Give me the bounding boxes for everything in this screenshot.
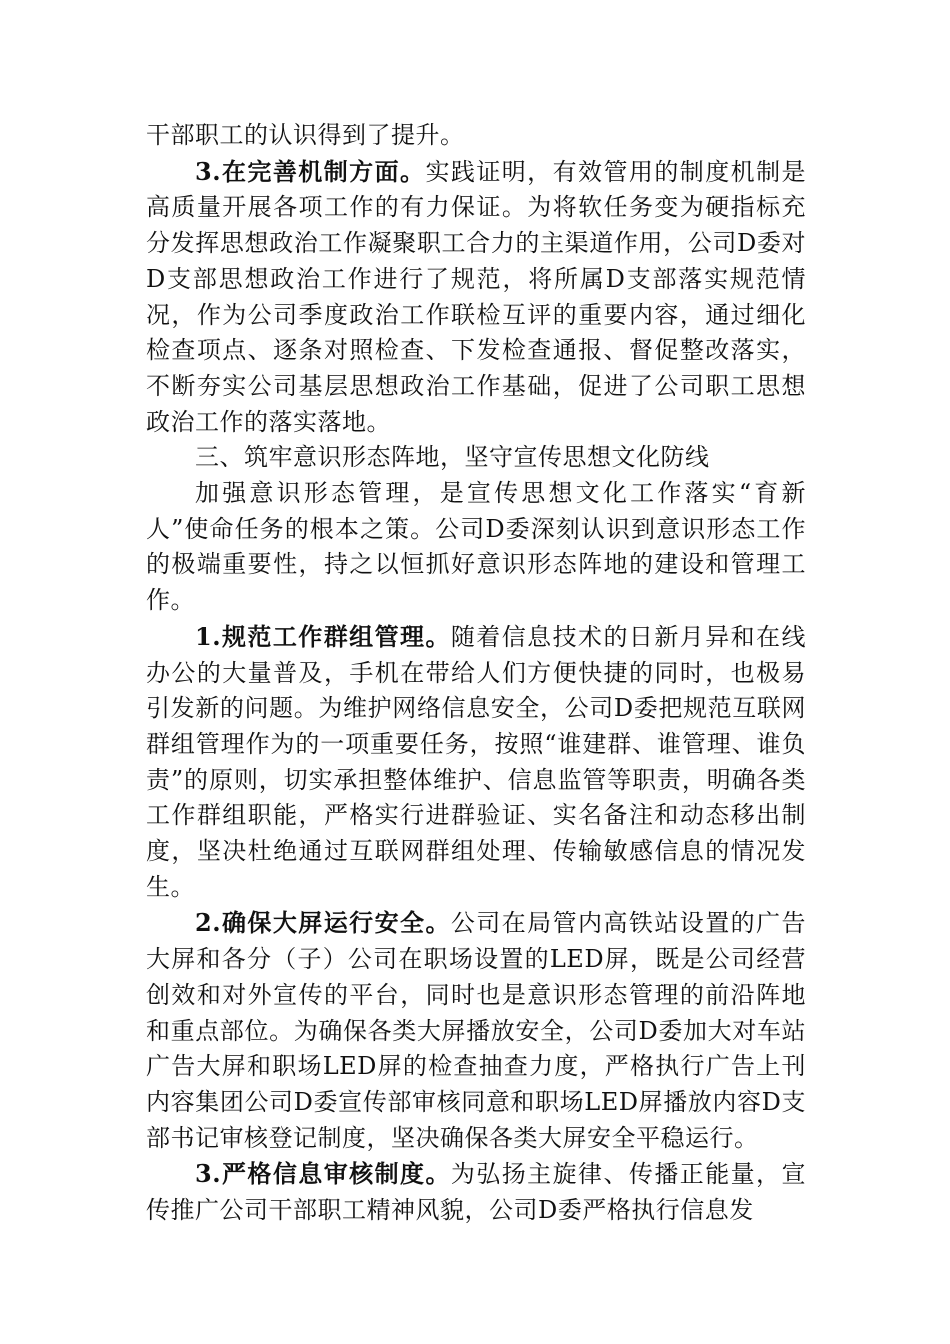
paragraph-mechanism <box>146 154 806 441</box>
paragraph-text: 随着信息技术的日新月异和在线办公的大量普及，手机在带给人们方便快捷的同时，也极易引发新的问题。为维护网络信息安全，公司D委把规范互联网群组管理作为的一项重要任务，按照“谁建群、谁管理、谁负责”的原则，切实承担整体维护、信息监管等职责，明确各类工作群组职能，严格实行进群验证、实名备注和动态移出制度，坚决杜绝通过互联网群组处理、传输敏感信息的情况发生。 <box>146 622 806 901</box>
paragraph-lead: 1.规范工作群组管理。 <box>195 621 451 651</box>
document-body <box>146 118 806 1229</box>
paragraph-screen-safety <box>146 905 806 1156</box>
paragraph-lead: 3.严格信息审核制度。 <box>195 1159 451 1189</box>
paragraph-lead: 3.在完善机制方面。 <box>195 156 426 186</box>
paragraph-group-management <box>146 619 806 906</box>
paragraph-text: 加强意识形态管理，是宣传思想文化工作落实“育新人”使命任务的根本之策。公司D委深刻认识到意识形态工作的极端重要性，持之以恒抓好意识形态阵地的建设和管理工作。 <box>146 479 806 615</box>
paragraph-info-review <box>146 1156 806 1228</box>
paragraph-text: 干部职工的认识得到了提升。 <box>146 121 465 149</box>
paragraph-text: 实践证明，有效管用的制度机制是高质量开展各项工作的有力保证。为将软任务变为硬指标充分发挥思想政治工作凝聚职工合力的主渠道作用，公司D委对D支部思想政治工作进行了规范，将所属D支部落实规范情况，作为公司季度政治工作联检互评的重要内容，通过细化检查项点、逐条对照检查、下发检查通报、督促整改落实，不断夯实公司基层思想政治工作基础，促进了公司职工思想政治工作的落实落地。 <box>146 157 807 436</box>
paragraph-intro <box>146 476 806 619</box>
paragraph-continuation <box>146 118 806 154</box>
paragraph-text: 为弘扬主旋律、传播正能量，宣传推广公司干部职工精神风貌，公司D委严格执行信息发 <box>146 1160 806 1225</box>
section-heading: 三、筑牢意识形态阵地，坚守宣传思想文化防线 <box>195 443 710 472</box>
paragraph-text: 公司在局管内高铁站设置的广告大屏和各分（子）公司在职场设置的LED屏，既是公司经营创效和对外宣传的平台，同时也是意识形态管理的前沿阵地和重点部位。为确保各类大屏播放安全，公司D委加大对车站广告大屏和职场LED屏的检查抽查力度，严格执行广告上刊内容集团公司D委宣传部审核同意和职场LED屏播放内容D支部书记审核登记制度，坚决确保各类大屏安全平稳运行。 <box>146 909 806 1152</box>
paragraph-lead: 2.确保大屏运行安全。 <box>195 908 451 938</box>
